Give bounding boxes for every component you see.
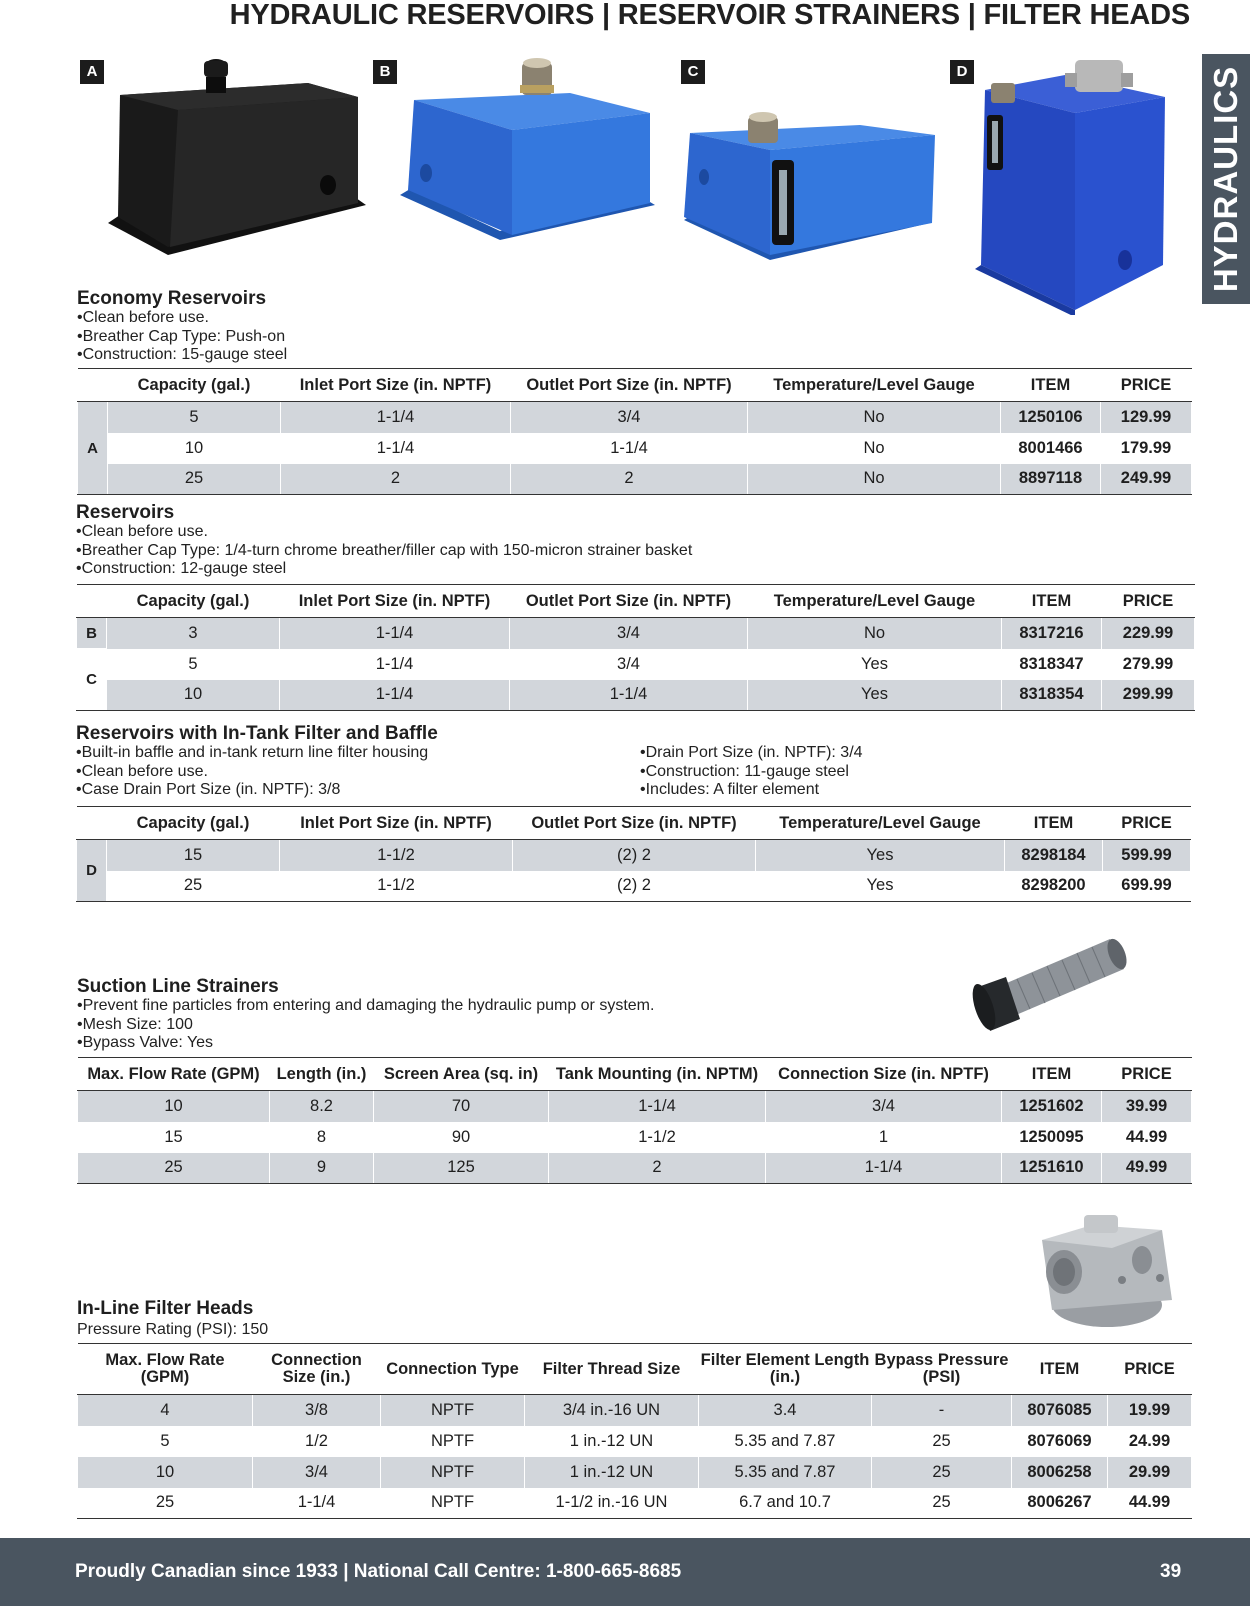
table-cell: (2) 2 bbox=[513, 871, 756, 902]
column-header: Tank Mounting (in. NPTM) bbox=[549, 1058, 766, 1091]
column-header: ITEM bbox=[1012, 1344, 1108, 1395]
column-header: PRICE bbox=[1103, 807, 1191, 840]
table-cell: 2 bbox=[281, 464, 511, 495]
table-cell: 1-1/2 bbox=[280, 871, 513, 902]
price: 44.99 bbox=[1108, 1488, 1192, 1519]
blue-reservoir-image-b bbox=[400, 55, 665, 250]
table-cell: No bbox=[748, 464, 1001, 495]
bullet: •Clean before use. bbox=[77, 309, 209, 326]
table-cell: 15 bbox=[78, 1122, 270, 1153]
table-cell: No bbox=[748, 402, 1001, 433]
table-cell: 3/4 bbox=[253, 1457, 381, 1488]
black-reservoir-image bbox=[108, 55, 373, 265]
table-row bbox=[77, 840, 1191, 871]
table-row bbox=[78, 402, 1192, 433]
filter-head-image bbox=[1022, 1210, 1182, 1335]
table-cell: 5 bbox=[78, 1426, 253, 1457]
table-cell: 5.35 and 7.87 bbox=[699, 1426, 872, 1457]
footer-tagline: Proudly Canadian since 1933 | National Call Centre: 1-800-665-8685 bbox=[75, 1561, 682, 1582]
image-label-d: D bbox=[950, 60, 974, 84]
bullet: •Construction: 12-gauge steel bbox=[76, 560, 287, 577]
economy-reservoirs-table bbox=[77, 368, 1192, 495]
table-header-row bbox=[78, 369, 1192, 402]
intank-bullets-left bbox=[76, 744, 428, 800]
column-header: Screen Area (sq. in) bbox=[374, 1058, 549, 1091]
price: 39.99 bbox=[1102, 1091, 1192, 1122]
intank-reservoirs-table bbox=[76, 806, 1191, 902]
column-header: Max. Flow Rate (GPM) bbox=[78, 1058, 270, 1091]
table-row bbox=[78, 1153, 1192, 1184]
column-header: Bypass Pressure (PSI) bbox=[872, 1344, 1012, 1395]
table-cell: 1-1/2 bbox=[549, 1122, 766, 1153]
table-cell: 1 in.-12 UN bbox=[525, 1457, 699, 1488]
table-row bbox=[78, 1488, 1192, 1519]
column-header: Connection Size (in. NPTF) bbox=[766, 1058, 1002, 1091]
intank-section-title: Reservoirs with In-Tank Filter and Baffle bbox=[76, 723, 438, 744]
table-cell: 3/4 bbox=[511, 402, 748, 433]
table-cell: 1-1/4 bbox=[280, 649, 510, 680]
bullet: •Includes: A filter element bbox=[640, 781, 820, 798]
item-number: 1251602 bbox=[1002, 1091, 1102, 1122]
price: 44.99 bbox=[1102, 1122, 1192, 1153]
table-cell: NPTF bbox=[381, 1395, 525, 1426]
table-cell: 1-1/4 bbox=[766, 1153, 1002, 1184]
column-header: ITEM bbox=[1001, 369, 1101, 402]
pressure-rating: Pressure Rating (PSI): 150 bbox=[77, 1321, 269, 1338]
image-label-c: C bbox=[681, 60, 705, 84]
table-cell: 9 bbox=[270, 1153, 374, 1184]
table-header-row bbox=[78, 1058, 1192, 1091]
column-header: Filter Element Length (in.) bbox=[699, 1344, 872, 1395]
bullet: •Built-in baffle and in-tank return line filter housing bbox=[76, 744, 429, 761]
table-cell: 25 bbox=[872, 1426, 1012, 1457]
price: 599.99 bbox=[1103, 840, 1191, 871]
column-header: Max. Flow Rate (GPM) bbox=[78, 1344, 253, 1395]
column-header: ITEM bbox=[1005, 807, 1103, 840]
price: 49.99 bbox=[1102, 1153, 1192, 1184]
table-cell: NPTF bbox=[381, 1488, 525, 1519]
price: 179.99 bbox=[1101, 433, 1192, 464]
table-row bbox=[78, 1395, 1192, 1426]
bullet: •Prevent fine particles from entering and damaging the hydraulic pump or system. bbox=[77, 997, 655, 1014]
table-cell: 6.7 and 10.7 bbox=[699, 1488, 872, 1519]
page-footer bbox=[0, 1538, 1250, 1606]
column-header: Connection Size (in.) bbox=[253, 1344, 381, 1395]
suction-strainer-image bbox=[972, 935, 1132, 1045]
table-cell: 1-1/4 bbox=[510, 680, 748, 711]
table-row bbox=[77, 680, 1195, 711]
column-header: PRICE bbox=[1108, 1344, 1192, 1395]
table-cell: 90 bbox=[374, 1122, 549, 1153]
table-cell: 10 bbox=[78, 1091, 270, 1122]
table-cell: 15 bbox=[107, 840, 280, 871]
suction-section-title: Suction Line Strainers bbox=[77, 976, 279, 997]
price: 229.99 bbox=[1102, 618, 1195, 649]
filter-heads-table bbox=[77, 1343, 1192, 1519]
price: 24.99 bbox=[1108, 1426, 1192, 1457]
bullet: •Clean before use. bbox=[76, 523, 208, 540]
column-header: Length (in.) bbox=[270, 1058, 374, 1091]
table-cell: 1-1/4 bbox=[253, 1488, 381, 1519]
item-number: 8006258 bbox=[1012, 1457, 1108, 1488]
item-number: 8076085 bbox=[1012, 1395, 1108, 1426]
column-header: Inlet Port Size (in. NPTF) bbox=[280, 585, 510, 618]
table-cell: 25 bbox=[107, 871, 280, 902]
reservoirs-bullets bbox=[76, 523, 692, 579]
reservoirs-table bbox=[76, 584, 1195, 711]
column-header: ITEM bbox=[1002, 585, 1102, 618]
column-header: PRICE bbox=[1102, 585, 1195, 618]
table-cell: 125 bbox=[374, 1153, 549, 1184]
table-cell: 1 bbox=[766, 1122, 1002, 1153]
table-cell: 1-1/2 in.-16 UN bbox=[525, 1488, 699, 1519]
table-cell: 25 bbox=[78, 1153, 270, 1184]
group-label: D bbox=[77, 840, 107, 902]
item-number: 1250106 bbox=[1001, 402, 1101, 433]
table-row bbox=[78, 1426, 1192, 1457]
price: 29.99 bbox=[1108, 1457, 1192, 1488]
table-header-row bbox=[77, 807, 1191, 840]
table-cell: 3/4 bbox=[510, 618, 748, 649]
bullet: •Breather Cap Type: Push-on bbox=[77, 327, 286, 345]
blue-reservoir-image-d bbox=[975, 55, 1175, 315]
column-header: Inlet Port Size (in. NPTF) bbox=[281, 369, 511, 402]
table-cell: 10 bbox=[108, 433, 281, 464]
bullet: •Case Drain Port Size (in. NPTF): 3/8 bbox=[76, 781, 341, 798]
table-header-row bbox=[78, 1344, 1192, 1395]
table-cell: 3/4 in.-16 UN bbox=[525, 1395, 699, 1426]
table-row bbox=[78, 1091, 1192, 1122]
table-cell: 3.4 bbox=[699, 1395, 872, 1426]
column-header: Temperature/Level Gauge bbox=[748, 369, 1001, 402]
bullet: •Breather Cap Type: 1/4-turn chrome breather/filler cap with 150-micron strainer basket bbox=[76, 541, 693, 559]
reservoirs-section-title: Reservoirs bbox=[76, 502, 175, 523]
table-cell: 3/8 bbox=[253, 1395, 381, 1426]
table-header-row bbox=[77, 585, 1195, 618]
table-cell: 1-1/4 bbox=[280, 680, 510, 711]
item-number: 8298184 bbox=[1005, 840, 1103, 871]
image-label-a: A bbox=[80, 60, 104, 84]
price: 279.99 bbox=[1102, 649, 1195, 680]
price: 699.99 bbox=[1103, 871, 1191, 902]
item-number: 1251610 bbox=[1002, 1153, 1102, 1184]
table-row bbox=[77, 618, 1195, 649]
bullet: •Construction: 11-gauge steel bbox=[640, 762, 849, 780]
table-cell: 8.2 bbox=[270, 1091, 374, 1122]
section-side-tab bbox=[1202, 54, 1250, 304]
column-header: Inlet Port Size (in. NPTF) bbox=[280, 807, 513, 840]
column-header: Capacity (gal.) bbox=[107, 807, 280, 840]
column-header: Temperature/Level Gauge bbox=[748, 585, 1002, 618]
table-row bbox=[78, 433, 1192, 464]
item-number: 8006267 bbox=[1012, 1488, 1108, 1519]
page-number: 39 bbox=[1160, 1561, 1182, 1582]
table-cell: 10 bbox=[78, 1457, 253, 1488]
table-cell: 25 bbox=[78, 1488, 253, 1519]
image-label-b: B bbox=[373, 60, 397, 84]
column-header: PRICE bbox=[1102, 1058, 1192, 1091]
table-cell: 1 in.-12 UN bbox=[525, 1426, 699, 1457]
item-number: 8318354 bbox=[1002, 680, 1102, 711]
table-cell: 5 bbox=[108, 402, 281, 433]
table-cell: 5.35 and 7.87 bbox=[699, 1457, 872, 1488]
column-header: PRICE bbox=[1101, 369, 1192, 402]
group-label: C bbox=[77, 649, 107, 711]
table-cell: 25 bbox=[872, 1457, 1012, 1488]
price: 19.99 bbox=[1108, 1395, 1192, 1426]
item-number: 8298200 bbox=[1005, 871, 1103, 902]
column-header: Outlet Port Size (in. NPTF) bbox=[513, 807, 756, 840]
table-cell: 1-1/4 bbox=[281, 433, 511, 464]
table-cell: 10 bbox=[107, 680, 280, 711]
table-cell: 25 bbox=[108, 464, 281, 495]
table-cell: 3/4 bbox=[510, 649, 748, 680]
page-title: HYDRAULIC RESERVOIRS | RESERVOIR STRAINERS | FILTER HEADS bbox=[229, 0, 1190, 31]
suction-bullets bbox=[77, 997, 654, 1053]
table-cell: NPTF bbox=[381, 1426, 525, 1457]
item-number: 8318347 bbox=[1002, 649, 1102, 680]
column-header: Capacity (gal.) bbox=[108, 369, 281, 402]
table-cell: 3 bbox=[107, 618, 280, 649]
table-cell: 1-1/4 bbox=[280, 618, 510, 649]
table-cell: Yes bbox=[748, 680, 1002, 711]
table-cell: Yes bbox=[756, 871, 1005, 902]
bullet: •Drain Port Size (in. NPTF): 3/4 bbox=[640, 744, 863, 761]
table-row bbox=[77, 649, 1195, 680]
bullet: •Clean before use. bbox=[76, 762, 208, 780]
table-cell: 8 bbox=[270, 1122, 374, 1153]
item-number: 8317216 bbox=[1002, 618, 1102, 649]
table-cell: 4 bbox=[78, 1395, 253, 1426]
table-cell: NPTF bbox=[381, 1457, 525, 1488]
table-cell: Yes bbox=[756, 840, 1005, 871]
group-label: A bbox=[78, 402, 108, 495]
side-tab-label: HYDRAULICS bbox=[1207, 65, 1244, 293]
filterheads-section-title: In-Line Filter Heads bbox=[77, 1298, 254, 1319]
economy-section-title: Economy Reservoirs bbox=[77, 288, 267, 309]
price: 299.99 bbox=[1102, 680, 1195, 711]
item-number: 8897118 bbox=[1001, 464, 1101, 495]
table-cell: 2 bbox=[511, 464, 748, 495]
bullet: •Mesh Size: 100 bbox=[77, 1015, 193, 1033]
blue-reservoir-image-c bbox=[680, 95, 945, 270]
table-cell: 1-1/4 bbox=[511, 433, 748, 464]
table-row bbox=[78, 464, 1192, 495]
bullet: •Bypass Valve: Yes bbox=[77, 1034, 214, 1051]
column-header: Connection Type bbox=[381, 1344, 525, 1395]
table-cell: 3/4 bbox=[766, 1091, 1002, 1122]
table-cell: 5 bbox=[107, 649, 280, 680]
bullet: •Construction: 15-gauge steel bbox=[77, 346, 288, 363]
price: 249.99 bbox=[1101, 464, 1192, 495]
column-header: Outlet Port Size (in. NPTF) bbox=[510, 585, 748, 618]
item-number: 8076069 bbox=[1012, 1426, 1108, 1457]
column-header: ITEM bbox=[1002, 1058, 1102, 1091]
table-cell: No bbox=[748, 433, 1001, 464]
column-header: Outlet Port Size (in. NPTF) bbox=[511, 369, 748, 402]
table-cell: Yes bbox=[748, 649, 1002, 680]
column-header: Capacity (gal.) bbox=[107, 585, 280, 618]
suction-strainers-table bbox=[77, 1057, 1192, 1184]
economy-bullets bbox=[77, 309, 287, 365]
group-label: B bbox=[77, 618, 107, 649]
intank-bullets-right bbox=[640, 744, 863, 800]
table-row bbox=[78, 1457, 1192, 1488]
table-cell: No bbox=[748, 618, 1002, 649]
item-number: 1250095 bbox=[1002, 1122, 1102, 1153]
table-cell: 1/2 bbox=[253, 1426, 381, 1457]
table-row bbox=[77, 871, 1191, 902]
table-cell: 1-1/4 bbox=[549, 1091, 766, 1122]
item-number: 8001466 bbox=[1001, 433, 1101, 464]
table-cell: 70 bbox=[374, 1091, 549, 1122]
table-cell: 1-1/4 bbox=[281, 402, 511, 433]
price: 129.99 bbox=[1101, 402, 1192, 433]
column-header: Filter Thread Size bbox=[525, 1344, 699, 1395]
table-cell: 2 bbox=[549, 1153, 766, 1184]
table-cell: - bbox=[872, 1395, 1012, 1426]
table-cell: 25 bbox=[872, 1488, 1012, 1519]
table-cell: (2) 2 bbox=[513, 840, 756, 871]
column-header: Temperature/Level Gauge bbox=[756, 807, 1005, 840]
table-row bbox=[78, 1122, 1192, 1153]
table-cell: 1-1/2 bbox=[280, 840, 513, 871]
